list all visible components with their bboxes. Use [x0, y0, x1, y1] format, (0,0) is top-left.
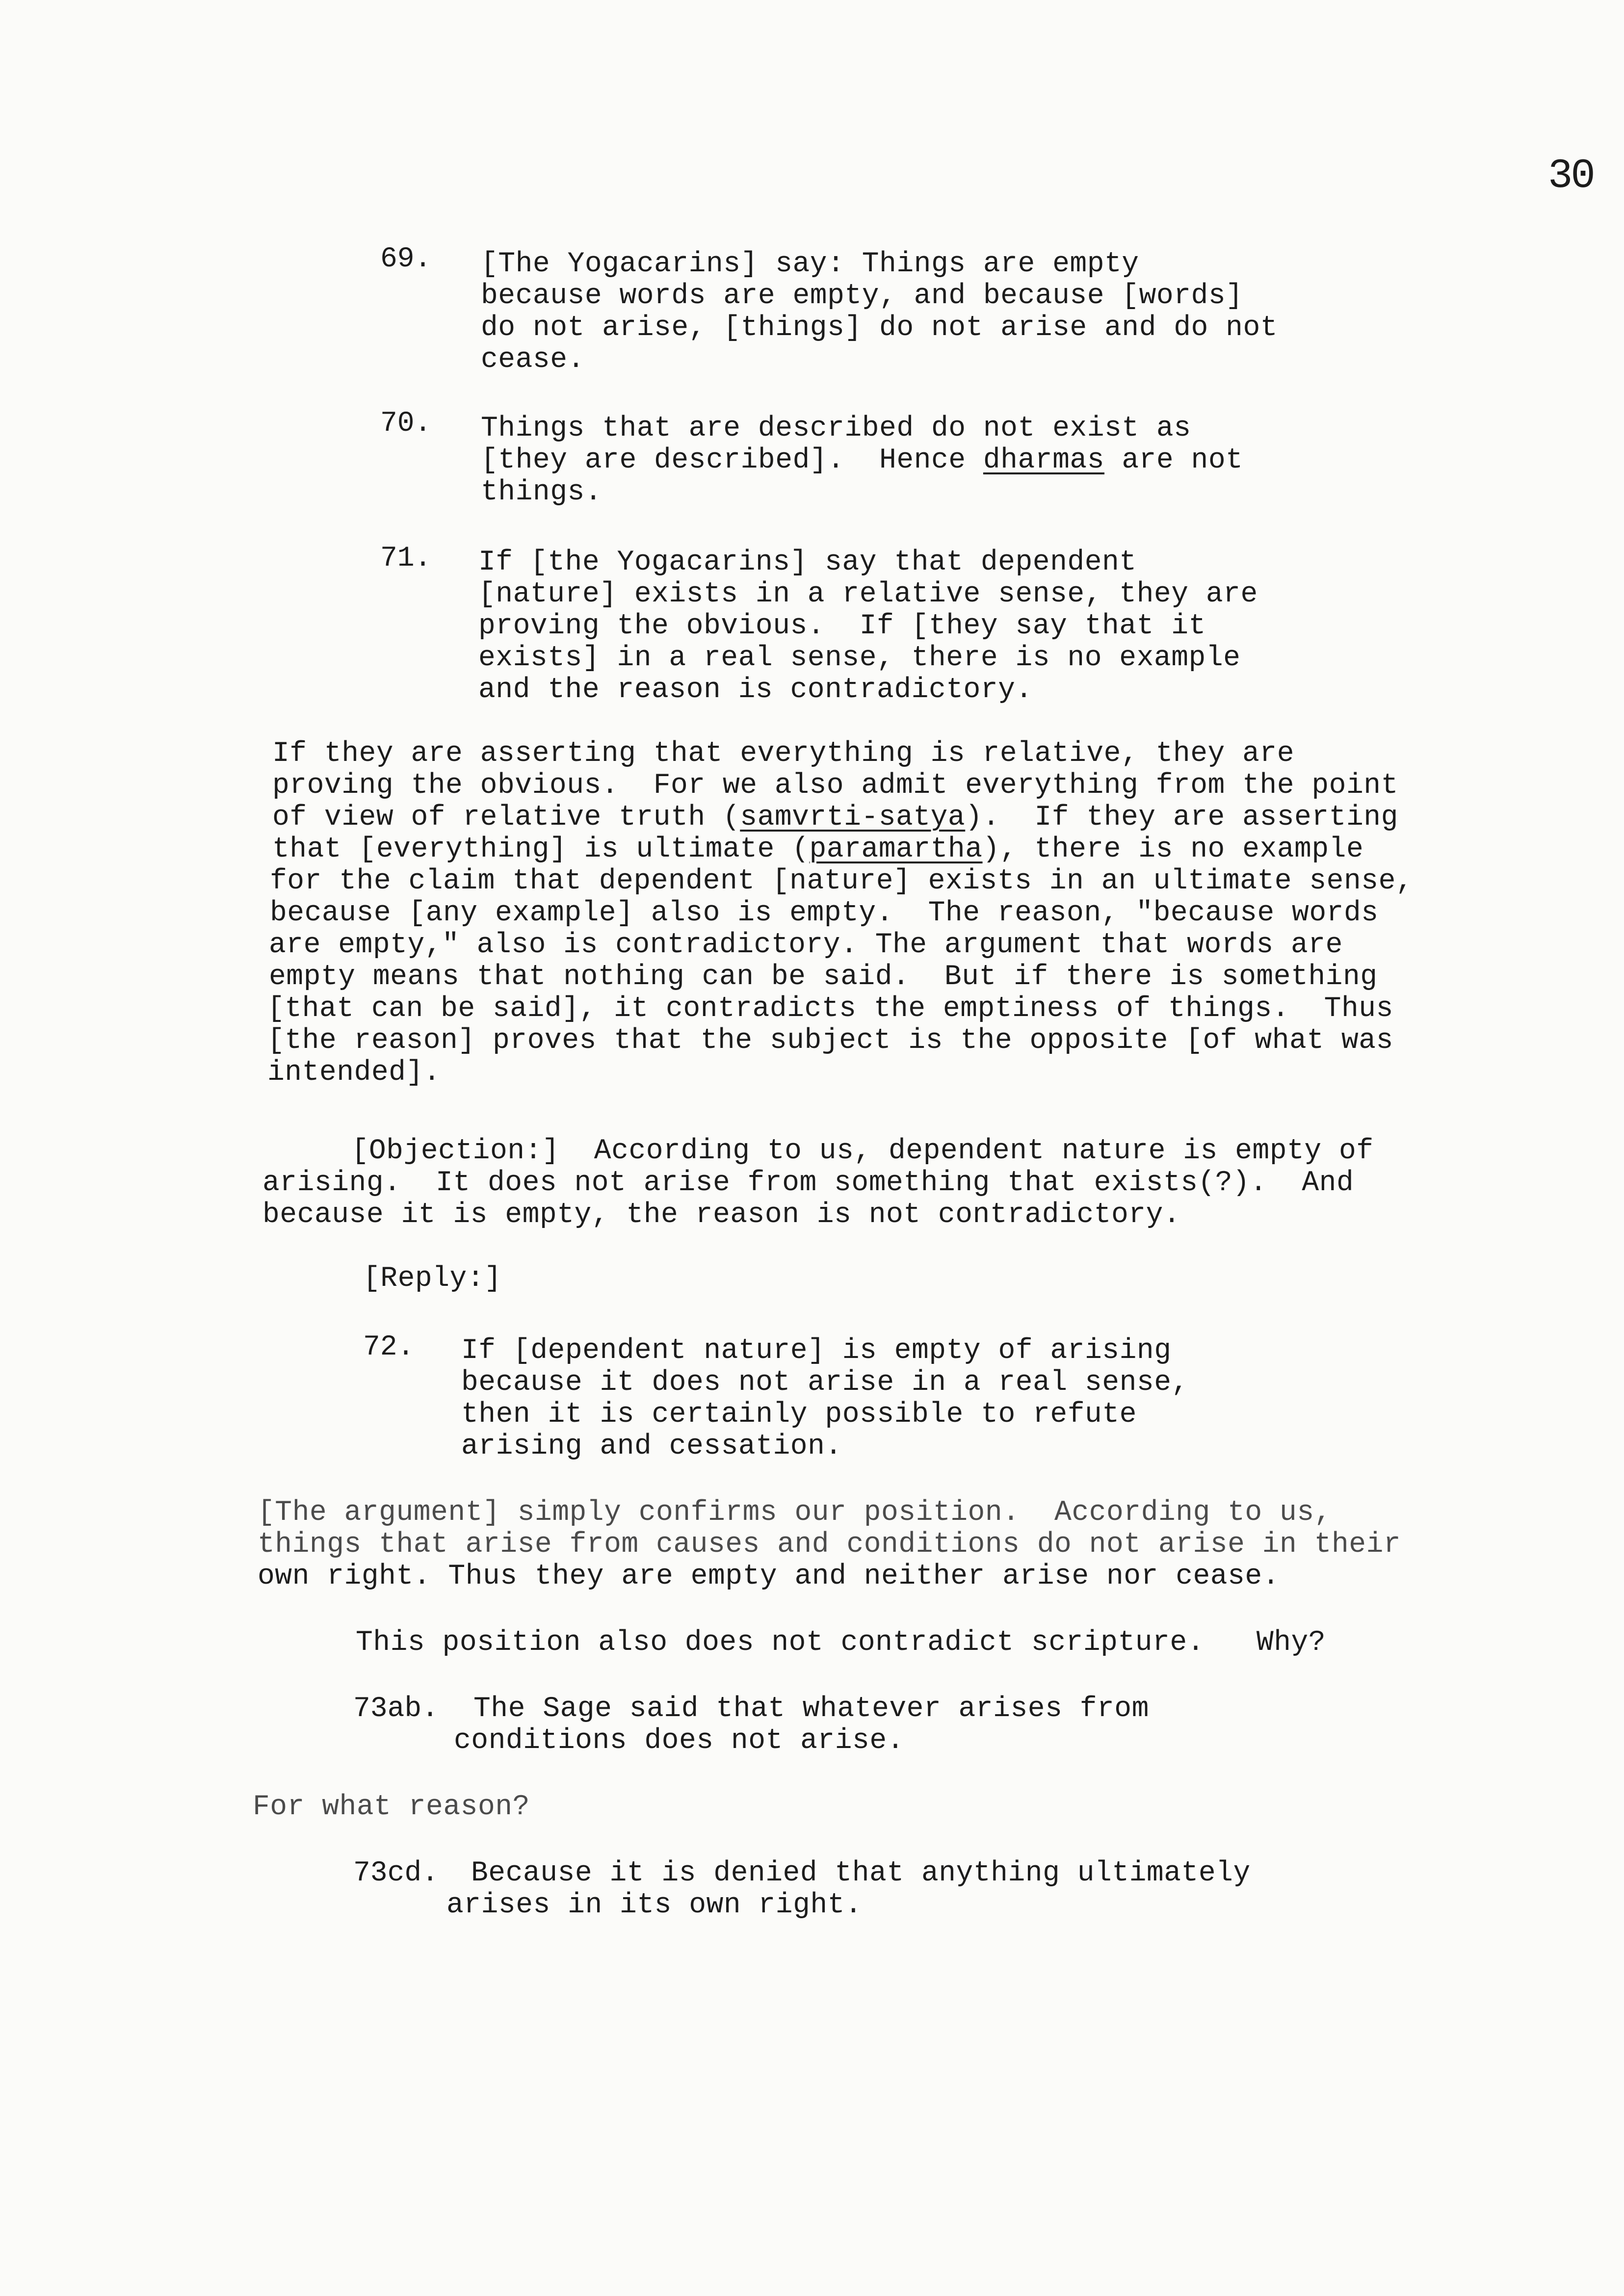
- verse-line: [The Yogacarins] say: Things are empty: [481, 248, 1139, 280]
- verse-text: are not: [1104, 444, 1243, 476]
- verse-line: things.: [481, 476, 602, 508]
- commentary-line: [the reason] proves that the subject is the opposite [of what was: [267, 1025, 1393, 1057]
- page-number: 30: [1548, 153, 1594, 200]
- commentary-line: own right. Thus they are empty and neither arise nor cease.: [258, 1561, 1280, 1592]
- verse-line: do not arise, [things] do not arise and do not: [481, 312, 1278, 344]
- question-line: For what reason?: [253, 1791, 530, 1823]
- verse-text: [they are described]. Hence: [481, 444, 983, 476]
- verse-line: Because it is denied that anything ultimately: [471, 1857, 1251, 1889]
- verse-line: [nature] exists in a relative sense, they are: [478, 578, 1258, 610]
- sanskrit-term: paramartha: [809, 834, 983, 865]
- verse-line: and the reason is contradictory.: [478, 674, 1033, 706]
- commentary-text: ), there is no example: [982, 834, 1364, 865]
- verse-line: proving the obvious. If [they say that it: [478, 610, 1206, 642]
- verse-number: 69.: [380, 243, 432, 275]
- sanskrit-term: samvrti-satya: [740, 802, 966, 834]
- commentary-text: of view of relative truth (: [272, 802, 740, 834]
- verse-number: 73cd.: [353, 1857, 439, 1889]
- verse-number: 70.: [380, 408, 432, 440]
- commentary-line: [272, 804, 1398, 832]
- verse-line: cease.: [481, 344, 585, 376]
- reply-label: [Reply:]: [363, 1263, 502, 1295]
- sanskrit-term: dharmas: [983, 444, 1105, 476]
- verse-line: because words are empty, and because [words]: [481, 280, 1243, 312]
- commentary-line: [that can be said], it contradicts the emptiness of things. Thus: [267, 993, 1393, 1025]
- commentary-line: proving the obvious. For we also admit everything from the point: [272, 770, 1398, 802]
- commentary-text: that [everything] is ultimate (: [272, 834, 810, 865]
- objection-line: because it is empty, the reason is not contradictory.: [262, 1199, 1181, 1231]
- objection-line: [Objection:] According to us, dependent nature is empty of: [265, 1135, 1374, 1167]
- verse-line: Things that are described do not exist as: [481, 413, 1191, 444]
- commentary-line: things that arise from causes and conditions do not arise in their: [258, 1529, 1401, 1561]
- objection-line: arising. It does not arise from something that exists(?). And: [262, 1167, 1354, 1199]
- verse-line: The Sage said that whatever arises from: [473, 1693, 1149, 1725]
- verse-line: because it does not arise in a real sense,: [461, 1367, 1189, 1399]
- verse-line: If [dependent nature] is empty of arising: [461, 1335, 1172, 1367]
- commentary-line: If they are asserting that everything is relative, they are: [272, 738, 1295, 770]
- commentary-line: [The argument] simply confirms our position. According to us,: [258, 1497, 1332, 1529]
- verse-line: [481, 446, 1243, 475]
- commentary-text: ). If they are asserting: [965, 802, 1398, 834]
- commentary-line: for the claim that dependent [nature] exists in an ultimate sense,: [270, 865, 1414, 897]
- verse-line: then it is certainly possible to refute: [461, 1399, 1137, 1431]
- commentary-line: are empty," also is contradictory. The argument that words are: [269, 929, 1343, 961]
- verse-line: conditions does not arise.: [454, 1725, 904, 1757]
- verse-number: 71.: [380, 543, 432, 574]
- verse-line: If [the Yogacarins] say that dependent: [478, 547, 1137, 578]
- commentary-line: intended].: [267, 1057, 441, 1089]
- commentary-line: because [any example] also is empty. The reason, "because words: [270, 897, 1379, 929]
- commentary-line: empty means that nothing can be said. But if there is something: [269, 961, 1378, 993]
- scripture-line: This position also does not contradict scripture. Why?: [356, 1627, 1326, 1659]
- verse-line: arising and cessation.: [461, 1431, 842, 1462]
- verse-number: 72.: [363, 1331, 415, 1363]
- verse-line: arises in its own right.: [446, 1889, 863, 1921]
- verse-line: exists] in a real sense, there is no example: [478, 642, 1241, 674]
- verse-number: 73ab.: [353, 1693, 439, 1725]
- commentary-line: [272, 835, 1363, 864]
